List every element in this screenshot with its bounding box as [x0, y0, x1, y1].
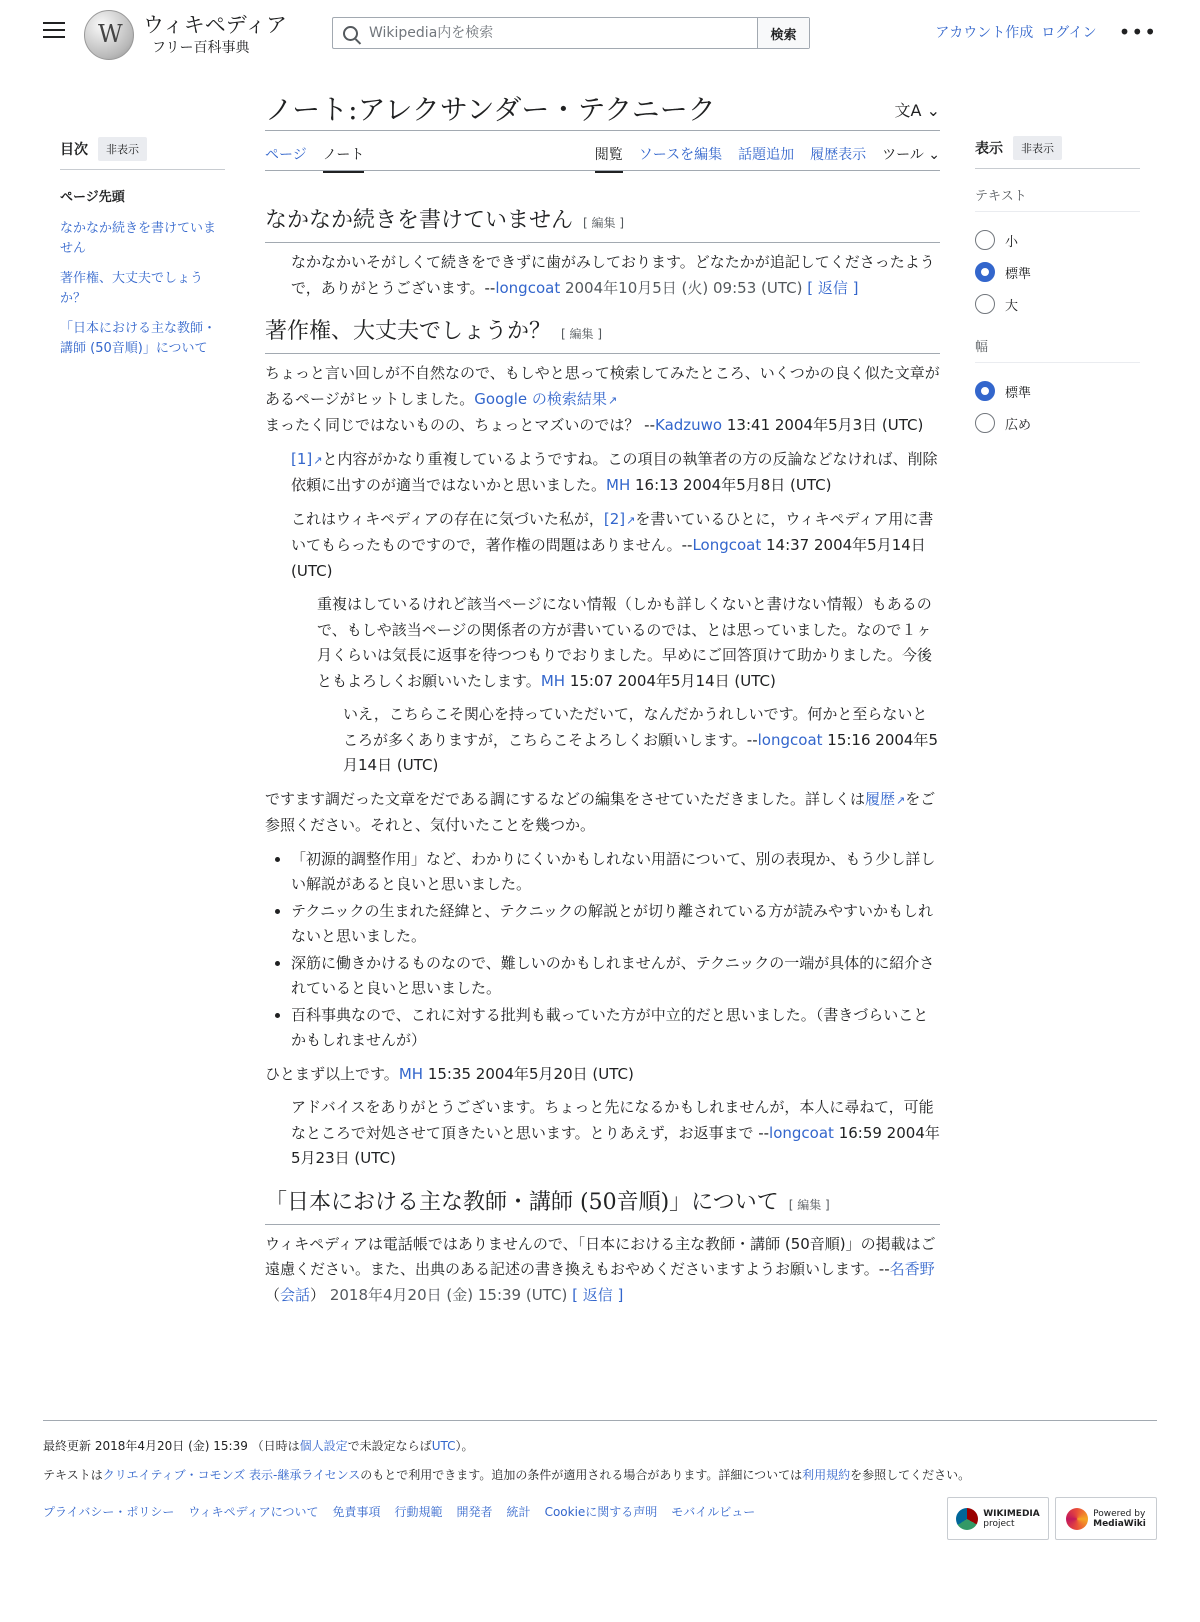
ref-link[interactable]: [1] ↗ — [291, 450, 322, 468]
wikimedia-logo-icon — [956, 1508, 978, 1530]
reply-button[interactable]: [ 返信 ] — [807, 278, 859, 297]
comment: 重複はしているけれど該当ページにない情報（しかも詳しくないと書けない情報）もあるので、もしや該当ページの関係者の方が書いているのでは、とは思っていました。なので１ヶ月くらいは気長に返事を待つつもりでおりました。早めにご回答頂けて助かりました。今後ともよろしくお願いいたします。MH 15:07 2004年5月14日 (UTC) — [317, 595, 933, 690]
section-heading: 「日本における主な教師・講師 (50音順)」について [ 編集 ] — [265, 1186, 940, 1225]
comment: ひとまず以上です。MH 15:35 2004年5月20日 (UTC) — [265, 1064, 634, 1083]
tab-talk[interactable]: ノート — [323, 144, 365, 173]
user-link[interactable]: 名香野 — [889, 1260, 935, 1278]
wikipedia-logo-icon[interactable] — [84, 10, 134, 60]
radio-selected-icon[interactable] — [975, 262, 995, 282]
personal-tools — [935, 22, 1157, 42]
comment: いえ，こちらこそ関心を持っていただいて，なんだかうれしいです。何かと至らないところが多くありますが，こちらこそよろしくお願いします。--longcoat 15:16 2004年5月14日 (UTC) — [343, 705, 938, 774]
more-options-icon[interactable]: ••• — [1118, 20, 1157, 44]
tab-history[interactable]: 履歴表示 — [810, 147, 867, 163]
radio-label: 大 — [1005, 298, 1019, 314]
page-title-bar — [265, 88, 940, 131]
radio-icon[interactable] — [975, 294, 995, 314]
comment: [1] ↗ と内容がかなり重複しているようですね。この項目の執筆者の方の反論などなければ、削除依頼に出すのが適当ではないかと思いました。MH 16:13 2004年5月8日 (UTC) — [291, 447, 940, 499]
history-link[interactable]: 履歴 ↗ — [865, 790, 905, 808]
comment: ウィキペディアは電話帳ではありませんので、「日本における主な教師・講師 (50音順)」の掲載はご遠慮ください。また、出典のある記述の書き換えもおやめくださいますようお願いします。--名香野（会話） 2018年4月20日 (金) 15:39 (UTC) [ 返信 ] — [265, 1234, 936, 1304]
terms-link[interactable]: 利用規約 — [802, 1468, 851, 1482]
toc-item[interactable]: なかなか続きを書けていません — [60, 221, 217, 256]
tab-read[interactable]: 閲覧 — [595, 144, 623, 173]
appearance-hide-button[interactable]: 非表示 — [1013, 136, 1062, 160]
radio-icon[interactable] — [975, 230, 995, 250]
page-tabs — [265, 138, 940, 171]
search-input[interactable] — [367, 24, 707, 42]
appearance-title: 表示 — [975, 141, 1003, 157]
text-size-label: テキスト — [975, 185, 1140, 212]
user-link[interactable]: Kadzuwo — [655, 416, 723, 434]
radio-selected-icon[interactable] — [975, 381, 995, 401]
user-link[interactable]: MH — [540, 671, 566, 690]
edit-section-link[interactable]: [ 編集 ] — [561, 327, 603, 341]
comment: ちょっと言い回しが不自然なので、もしやと思って検索してみたところ、いくつかの良く似た文章があるページがヒットしました。Google の検索結果 ↗ まったく同じではないものの、ちょっとマズいのでは？ --Kadzuwo 13:41 2004年5月3日 (UTC) — [265, 361, 940, 439]
preferences-link[interactable]: 個人設定 — [299, 1439, 348, 1453]
radio-icon[interactable] — [975, 413, 995, 433]
footer — [43, 1420, 1157, 1529]
width-label: 幅 — [975, 336, 1140, 363]
license-link[interactable]: クリエイティブ・コモンズ 表示-継承ライセンス — [102, 1468, 361, 1482]
list-item: • 「初源的調整作用」など、わかりにくいかもしれない用語について、別の表現か、もう少し詳しい解説があると良いと思いました。 — [291, 847, 940, 898]
search-button[interactable]: 検索 — [757, 18, 809, 48]
footer-link[interactable]: 行動規範 — [394, 1505, 443, 1519]
tab-page[interactable]: ページ — [265, 147, 307, 163]
list-item: • 百科事典なので、これに対する批判も載っていた方が中立的だと思いました。（書きづらいことかもしれませんが） — [291, 1003, 940, 1054]
section-heading: なかなか続きを書けていません [ 編集 ] — [265, 204, 940, 243]
create-account-link[interactable]: アカウント作成 — [935, 25, 1034, 41]
utc-link[interactable]: UTC — [431, 1439, 456, 1453]
talk-content — [265, 204, 940, 1322]
radio-label: 標準 — [1005, 385, 1032, 401]
radio-label: 広め — [1005, 417, 1032, 433]
table-of-contents — [60, 137, 225, 369]
width-standard[interactable] — [975, 375, 1140, 407]
login-link[interactable]: ログイン — [1041, 25, 1097, 41]
footer-link[interactable]: 統計 — [506, 1505, 531, 1519]
wikimedia-badge[interactable]: WIKIMEDIA project — [947, 1497, 1049, 1540]
edit-section-link[interactable]: [ 編集 ] — [583, 216, 625, 230]
edit-section-link[interactable]: [ 編集 ] — [788, 1197, 830, 1212]
reply-button[interactable]: [ 返信 ] — [572, 1285, 624, 1304]
section-3 — [265, 1186, 940, 1309]
search-form — [332, 17, 810, 49]
wordmark[interactable]: ウィキペディア — [143, 13, 288, 37]
comment: ですます調だった文章をだである調にするなどの編集をさせていただきました。詳しくは履歴 ↗ をご参照ください。それと、気付いたことを幾つか。 — [265, 787, 940, 839]
footer-link[interactable]: 免責事項 — [332, 1505, 381, 1519]
main-menu-button[interactable] — [43, 22, 65, 40]
comment: なかなかいそがしくて続きをできずに歯がみしております。どなたかが追記してくださったようで，ありがとうございます。--longcoat 2004年10月5日 (火) 09:53 (UTC) [ 返信 ] — [291, 253, 935, 297]
toc-hide-button[interactable]: 非表示 — [98, 137, 147, 161]
mediawiki-logo-icon — [1066, 1508, 1088, 1530]
comment: これはウィキペディアの存在に気づいた私が，[2] ↗ を書いているひとに，ウィキペディア用に書いてもらったものですので，著作権の問題はありません。--Longcoat 14:37 2004年5月14日 (UTC) — [291, 507, 940, 585]
section-2 — [265, 315, 940, 1172]
ref-link[interactable]: [2] ↗ — [604, 510, 635, 528]
appearance-panel — [975, 136, 1140, 439]
footer-link[interactable]: モバイルビュー — [671, 1505, 756, 1519]
radio-label: 小 — [1005, 234, 1019, 250]
toc-item[interactable]: 「日本における主な教師・講師 (50音順)」について — [60, 321, 217, 356]
google-search-link[interactable]: Google の検索結果 ↗ — [474, 390, 617, 408]
footer-badges — [947, 1497, 1157, 1540]
user-link[interactable]: MH — [606, 476, 631, 494]
radio-label: 標準 — [1005, 266, 1032, 282]
text-size-small[interactable] — [975, 224, 1140, 256]
list-item: • テクニックの生まれた経緯と、テクニックの解説とが切り離されている方が読みやすいかもしれないと思いました。 — [291, 899, 940, 950]
page-title: ノート:アレクサンダー・テクニーク — [265, 93, 716, 126]
toc-title: 目次 — [60, 142, 88, 158]
user-link[interactable]: MH — [398, 1064, 424, 1083]
footer-link[interactable]: プライバシー・ポリシー — [43, 1505, 175, 1519]
toc-item-top[interactable]: ページ先頭 — [60, 190, 125, 205]
footer-link[interactable]: ウィキペディアについて — [188, 1505, 319, 1519]
tab-tools[interactable]: ツール ⌄ — [882, 147, 940, 163]
section-heading: 著作権、大丈夫でしょうか？ [ 編集 ] — [265, 315, 940, 354]
text-size-standard[interactable] — [975, 256, 1140, 288]
toc-item[interactable]: 著作権、大丈夫でしょうか？ — [60, 271, 204, 306]
search-icon — [343, 26, 358, 41]
mediawiki-badge[interactable]: Powered by MediaWiki — [1055, 1497, 1157, 1540]
section-1 — [265, 204, 940, 301]
footer-link[interactable]: 開発者 — [456, 1505, 493, 1519]
language-icon[interactable]: 文A ⌄ — [894, 101, 940, 120]
list-item: • 深筋に働きかけるものなので、難しいのかもしれませんが、テクニックの一端が具体的に紹介されていると良いと思いました。 — [291, 951, 940, 1002]
tab-add-topic[interactable]: 話題追加 — [738, 147, 795, 163]
last-modified: 最終更新 2018年4月20日 (金) 15:39 （日時は個人設定で未設定ならばUTC）。 — [43, 1439, 474, 1453]
text-size-large[interactable] — [975, 288, 1140, 320]
user-link[interactable]: longcoat — [769, 1123, 834, 1142]
user-link[interactable]: Longcoat — [692, 536, 762, 554]
comment: アドバイスをありがとうございます。ちょっと先になるかもしれませんが，本人に尋ねて，可能なところで対処させて頂きたいと思います。とりあえず，お返事まで --longcoat 16:59 2004年5月23日 (UTC) — [291, 1098, 940, 1167]
tagline: フリー百科事典 — [152, 40, 250, 56]
suggestion-list — [265, 847, 940, 1054]
user-link[interactable]: longcoat — [757, 730, 823, 749]
license-info: テキストはクリエイティブ・コモンズ 表示-継承ライセンスのもとで利用できます。追加の条件が適用される場合があります。詳細については利用規約を参照してください。 — [43, 1468, 971, 1482]
tab-edit-source[interactable]: ソースを編集 — [638, 147, 723, 163]
width-wide[interactable] — [975, 407, 1140, 439]
user-link[interactable]: longcoat — [495, 278, 561, 297]
user-talk-link[interactable]: 会話 — [280, 1285, 311, 1304]
footer-link[interactable]: Cookieに関する声明 — [544, 1505, 658, 1519]
